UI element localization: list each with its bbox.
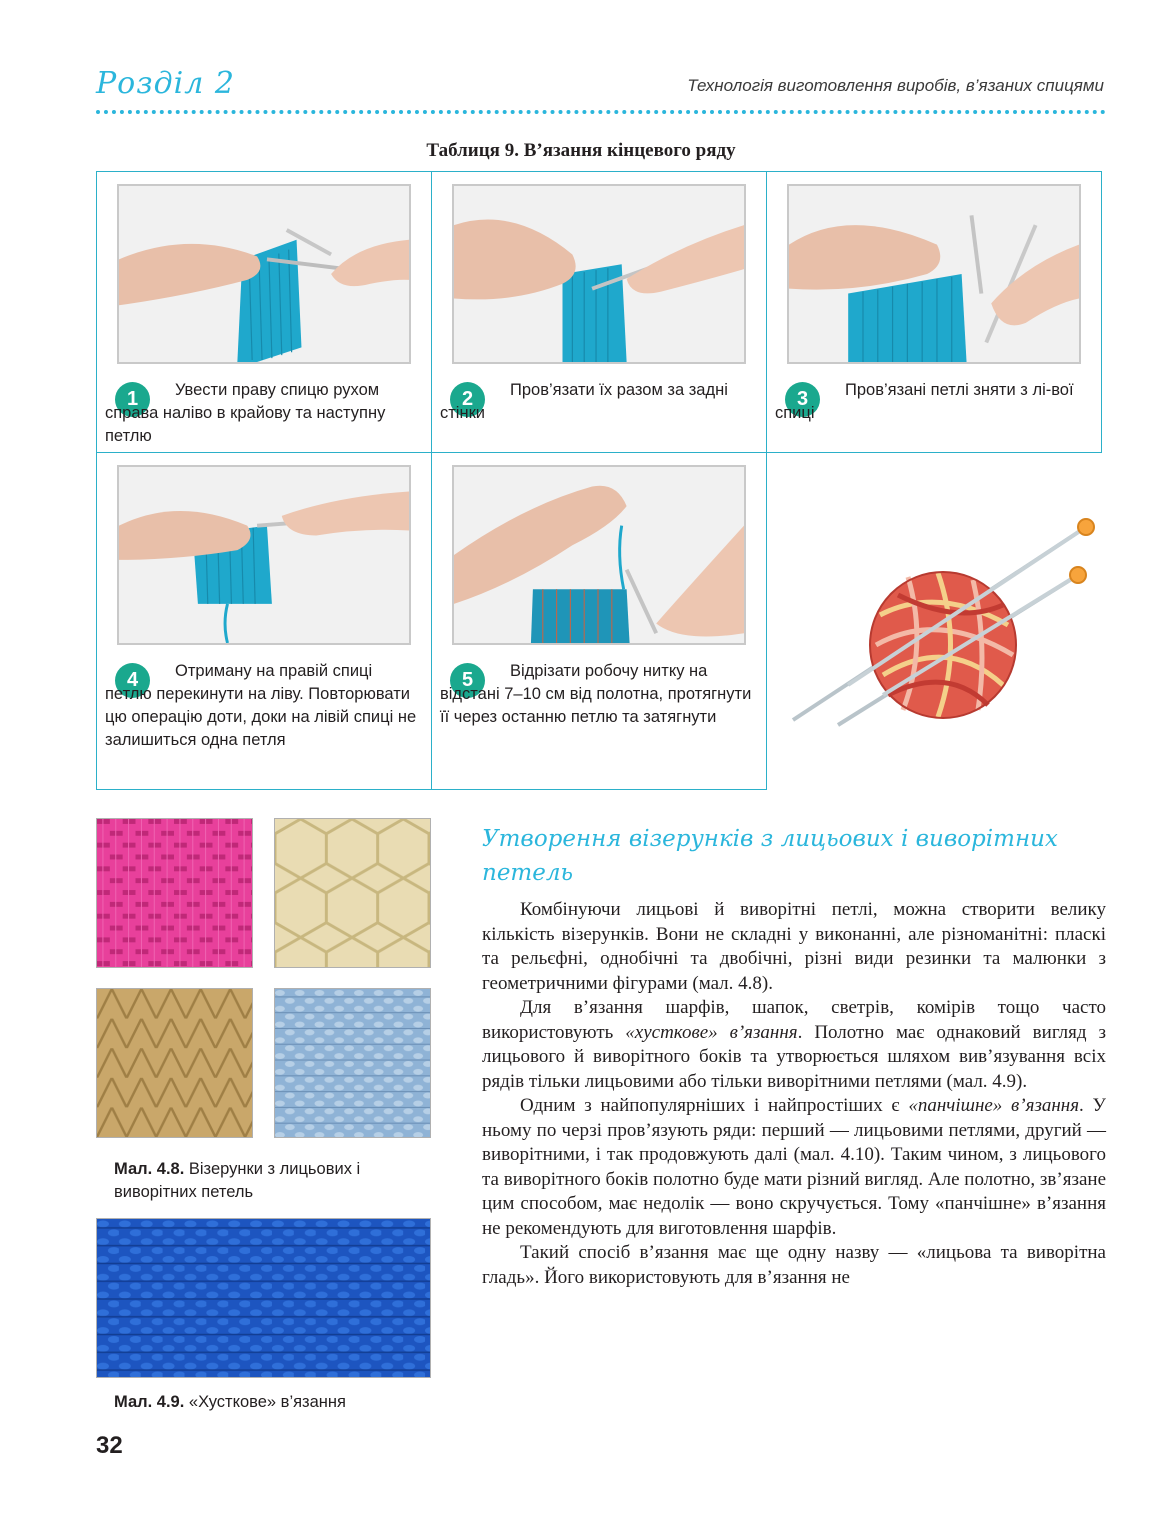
- step-1-text: Увести праву спицю рухом справа наліво в крайову та наступну петлю: [105, 381, 386, 445]
- pattern-swatch-pink: [96, 818, 253, 968]
- figure-4-8-caption: [114, 1158, 424, 1204]
- chapter-label: Розділ 2: [96, 66, 235, 101]
- step-2-text: Пров’язати їх разом за задні стінки: [440, 381, 728, 422]
- step-cell-5: [431, 452, 767, 790]
- yarn-ball-illustration: [788, 515, 1098, 745]
- step-4-badge: 4: [115, 663, 150, 698]
- paragraph-2: Для в’язання шарфів, шапок, светрів, комірів тощо часто використовують «хусткове» в’язання. Полотно має однаковий вигляд з лицьового й виворітного боків та утворюється шляхом вив’язування всіх рядів тільки лицьовими або тільки виворітними петлями (мал. 4.9).: [482, 997, 1107, 1092]
- step-cell-2: [431, 171, 767, 453]
- pattern-swatch-tan: [96, 988, 253, 1138]
- term-garter-stitch: «хусткове» в’язання: [625, 1021, 798, 1043]
- figure-4-9-label: Мал. 4.9.: [114, 1393, 185, 1411]
- step-cell-4: [96, 452, 432, 790]
- table-caption: Таблиця 9. В’язання кінцевого ряду: [426, 140, 736, 161]
- figure-4-9-caption: [114, 1391, 434, 1414]
- term-stockinette-stitch: «панчішне» в’язання: [908, 1095, 1080, 1116]
- step-4-text: Отриману на правій спиці петлю перекинути на ліву. Повторювати цю операцію доти, доки на лівій спиці не залишиться одна петля: [105, 662, 417, 749]
- step-cell-3: [766, 171, 1102, 453]
- step-5-badge: 5: [450, 663, 485, 698]
- step-1-photo: [117, 184, 411, 364]
- running-title: Технологія виготовлення виробів, в’язаних спицями: [687, 76, 1104, 95]
- step-5-photo: [452, 465, 746, 645]
- step-5-text: Відрізати робочу нитку на відстані 7–10 см від полотна, протягнути її через останню петлю та затягнути: [440, 662, 752, 726]
- page-number: 32: [96, 1432, 123, 1459]
- pattern-swatch-blue: [274, 988, 431, 1138]
- header-divider: [96, 110, 1106, 114]
- step-cell-1: [96, 171, 432, 453]
- pattern-swatch-cream: [274, 818, 431, 968]
- step-2-badge: 2: [450, 382, 485, 417]
- paragraph-4: Такий спосіб в’язання має ще одну назву — «лицьова та виворітна гладь». Його використовують для в’язання не: [482, 1242, 1106, 1288]
- figure-4-9-text: «Хусткове» в’язання: [188, 1393, 346, 1411]
- garter-stitch-swatch: [96, 1218, 431, 1378]
- paragraph-1: Комбінуючи лицьові й виворітні петлі, можна створити велику кількість візерунків. Вони не складні у виконанні, але різноманітні: пласкі та рельєфні, однобічні та двобічні, різні види резинки та малюнки з геометричними фігурами (мал. 4.8).: [482, 899, 1106, 994]
- body-text: [482, 898, 1106, 1290]
- step-3-badge: 3: [785, 382, 820, 417]
- figure-4-8-label: Мал. 4.8.: [114, 1160, 185, 1178]
- step-1-badge: 1: [115, 382, 150, 417]
- step-3-photo: [787, 184, 1081, 364]
- step-3-text: Пров’язані петлі зняти з лі-вої спиці: [775, 381, 1074, 422]
- paragraph-3: Одним з найпопулярніших і найпростіших є «панчішне» в’язання. У ньому по черзі пров’язують ряди: перший — лицьовими петлями, другий — виворітними, і так продовжують далі (мал. 4.10). Таким чином, з лицьового та виворітного боків полотно буде мати різний вигляд. Але полотно, зв’язане цим способом, має недолік — воно скручується. Тому «панчішне» в’язання не рекомендують для виготовлення шарфів.: [482, 1095, 1106, 1239]
- section-heading: Утворення візерунків з лицьових і виворітних петель: [482, 826, 1058, 886]
- step-2-photo: [452, 184, 746, 364]
- step-4-photo: [117, 465, 411, 645]
- figure-4-8-text: Візерунки з лицьових і виворітних петель: [114, 1160, 361, 1201]
